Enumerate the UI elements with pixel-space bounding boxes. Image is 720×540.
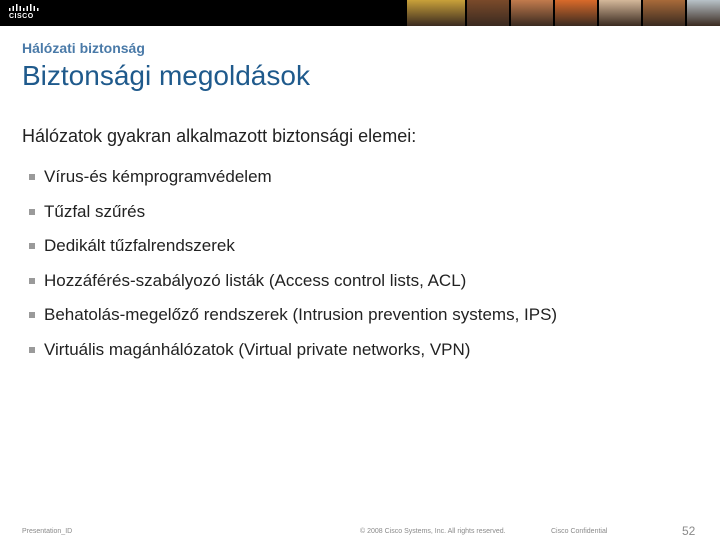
cisco-bars-icon	[8, 3, 42, 12]
bullet-square-icon	[29, 312, 35, 318]
bullet-item	[28, 298, 557, 333]
photo-strip	[407, 0, 720, 26]
intro-text: Hálózatok gyakran alkalmazott biztonsági elemei:	[22, 126, 417, 146]
bullet-list	[28, 160, 557, 367]
bullet-text: Behatolás-megelőző rendszerek (Intrusion prevention systems, IPS)	[44, 305, 558, 325]
photo-6	[643, 0, 685, 26]
bullet-item	[28, 229, 557, 264]
photo-1	[407, 0, 465, 26]
page-number: 52	[682, 524, 696, 538]
photo-3	[511, 0, 553, 26]
footer-presentation-id: Presentation_ID	[22, 528, 73, 535]
bullet-text: Virtuális magánhálózatok (Virtual private networks, VPN)	[44, 339, 471, 359]
bullet-item	[28, 160, 557, 195]
bullet-square-icon	[29, 347, 35, 353]
bullet-square-icon	[29, 278, 35, 284]
footer-copyright: © 2008 Cisco Systems, Inc. All rights reserved.	[360, 528, 506, 535]
photo-2	[467, 0, 509, 26]
bullet-item	[28, 195, 557, 230]
bullet-text: Dedikált tűzfalrendszerek	[44, 236, 235, 256]
cisco-logo	[8, 3, 42, 23]
section-subtitle: Hálózati biztonság	[22, 40, 145, 56]
photo-5	[599, 0, 641, 26]
bullet-item	[28, 264, 557, 299]
logo-text: CISCO	[9, 13, 34, 20]
bullet-text: Vírus-és kémprogramvédelem	[44, 167, 272, 187]
bullet-item	[28, 333, 557, 368]
footer-confidential: Cisco Confidential	[551, 528, 608, 535]
slide-title: Biztonsági megoldások	[22, 60, 310, 91]
bullet-square-icon	[29, 209, 35, 215]
photo-4	[555, 0, 597, 26]
header-bar	[0, 0, 720, 26]
bullet-square-icon	[29, 243, 35, 249]
photo-7	[687, 0, 720, 26]
bullet-text: Tűzfal szűrés	[44, 201, 146, 221]
bullet-text: Hozzáférés-szabályozó listák (Access control lists, ACL)	[44, 270, 467, 290]
bullet-square-icon	[29, 174, 35, 180]
